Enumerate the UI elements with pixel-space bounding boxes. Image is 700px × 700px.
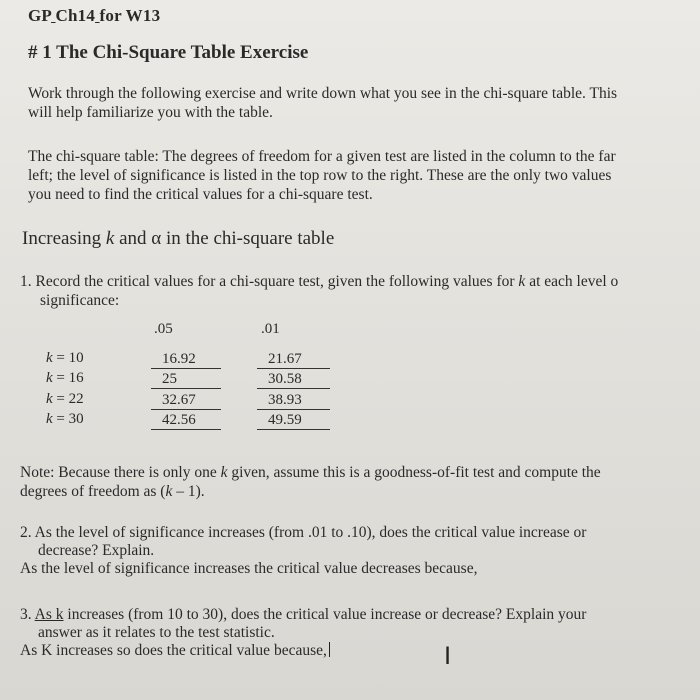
question-1-line-2: significance: (40, 292, 120, 309)
text-caret (329, 642, 330, 657)
k-label-row-3 (46, 391, 84, 408)
description-line-1: The chi-square table: The degrees of freedom for a given test are listed in the column to the far (28, 148, 616, 165)
section-heading-k: k (105, 228, 115, 249)
answer-field-01-row-1[interactable] (257, 350, 330, 369)
question-2 (20, 524, 586, 578)
title-part-week: for W13 (99, 6, 161, 25)
answer-value: 42.56 (162, 412, 196, 428)
note-k: k (220, 464, 228, 481)
answer-field-01-row-3[interactable] (257, 391, 330, 410)
k-var: k (46, 370, 53, 386)
question-1-line-1 (20, 272, 618, 291)
answer-field-01-row-4[interactable] (257, 411, 330, 430)
k-var: k (46, 391, 53, 407)
q1-k: k (518, 273, 526, 290)
ibeam-cursor-icon: I (444, 642, 452, 670)
note-k2: k (165, 483, 173, 500)
document-title (28, 6, 160, 26)
k-var: k (46, 350, 53, 366)
question-3-answer-field[interactable] (20, 642, 586, 660)
question-3-answer: As K increases so does the critical value because, (20, 642, 327, 659)
section-heading (22, 228, 334, 250)
description-line-3: you need to find the critical values for a chi-square test. (28, 186, 373, 203)
q3-text-a: 3. (20, 606, 35, 623)
intro-paragraph (28, 84, 700, 122)
note-text-b: given, assume this is a goodness-of-fit test and compute the (227, 464, 601, 481)
k-eq: = 16 (52, 370, 84, 386)
q3-underlined: As k (34, 606, 64, 623)
answer-value: 21.67 (268, 351, 302, 367)
answer-field-05-row-1[interactable] (151, 350, 221, 369)
q3-text-b: increases (from 10 to 30), does the critical value increase or decrease? Explain your (63, 606, 587, 623)
section-heading-text-a: Increasing (22, 228, 106, 249)
col-header-01: .01 (261, 321, 280, 337)
answer-value: 38.93 (268, 392, 302, 408)
question-2-answer[interactable]: As the level of significance increases the critical value decreases because, (20, 560, 478, 577)
title-part-ch14: Ch14 (55, 6, 96, 25)
answer-value: 32.67 (162, 392, 196, 408)
answer-field-05-row-2[interactable] (151, 370, 221, 389)
k-eq: = 30 (52, 411, 84, 427)
k-label-row-4 (46, 411, 84, 428)
description-paragraph (28, 147, 700, 204)
question-2-line-2: decrease? Explain. (38, 542, 155, 559)
question-2-line-1: 2. As the level of significance increases (from .01 to .10), does the critical value increase or (20, 524, 587, 541)
question-3-line-2: answer as it relates to the test statistic. (38, 624, 275, 641)
k-eq: = 22 (52, 391, 84, 407)
note-paragraph (20, 463, 601, 501)
question-3-line-1 (20, 606, 586, 624)
col-header-05: .05 (154, 321, 173, 337)
section-heading-text-b: and α in the chi-square table (114, 228, 335, 249)
answer-value: 30.58 (268, 371, 302, 387)
description-line-2: left; the level of significance is listed in the top row to the right. These are the only two values (28, 167, 612, 184)
note-line-2 (20, 482, 601, 501)
k-label-row-1 (46, 350, 84, 367)
answer-field-05-row-4[interactable] (151, 411, 221, 430)
q1-text-b: at each level o (525, 273, 619, 290)
k-var: k (46, 411, 53, 427)
note-line-1 (20, 463, 601, 482)
intro-line-2: will help familiarize you with the table. (28, 104, 273, 121)
note-text-a: Note: Because there is only one (20, 464, 221, 481)
answer-field-01-row-2[interactable] (257, 370, 330, 389)
question-1 (20, 272, 618, 310)
question-3 (20, 606, 586, 660)
q1-text-a: 1. Record the critical values for a chi-square test, given the following values for (20, 273, 519, 290)
intro-line-1: Work through the following exercise and write down what you see in the chi-square table. This (28, 85, 618, 102)
k-label-row-2 (46, 370, 84, 387)
note-text-d: – 1). (172, 483, 205, 500)
title-part-gp: GP (28, 6, 52, 25)
answer-value: 16.92 (162, 351, 196, 367)
exercise-heading: # 1 The Chi-Square Table Exercise (28, 42, 309, 63)
note-text-c: degrees of freedom as ( (20, 483, 166, 500)
k-eq: = 10 (52, 350, 84, 366)
answer-field-05-row-3[interactable] (151, 391, 221, 410)
answer-value: 25 (162, 371, 177, 387)
answer-value: 49.59 (268, 412, 302, 428)
